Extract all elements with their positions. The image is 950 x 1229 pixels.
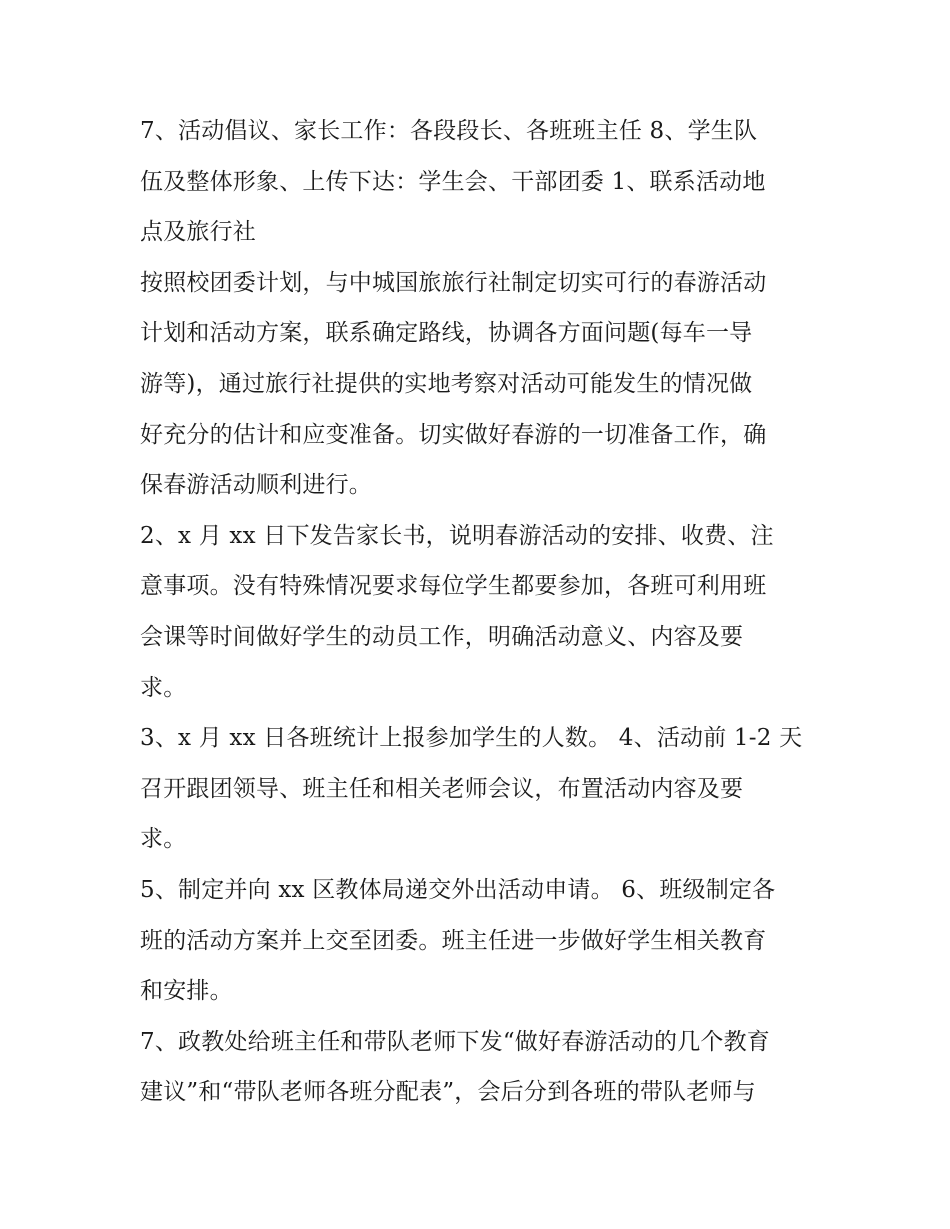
text-line: 会课等时间做好学生的动员工作，明确活动意义、内容及要 [140,623,744,650]
text-line: 2、x 月 xx 日下发告家长书，说明春游活动的安排、收费、注 [140,522,774,549]
paragraph-1 [140,106,820,258]
text-line: 求。 [140,674,187,701]
text-line: 7、政教处给班主任和带队老师下发“做好春游活动的几个教育 [140,1028,770,1055]
text-line: 好充分的估计和应变准备。切实做好春游的一切准备工作，确 [140,421,767,448]
text-line: 按照校团委计划，与中城国旅旅行社制定切实可行的春游活动 [140,269,767,296]
paragraph-6 [140,1017,820,1118]
text-line: 5、制定并向 xx 区教体局递交外出活动申请。 6、班级制定各 [140,876,776,903]
paragraph-5 [140,865,820,1017]
text-line: 召开跟团领导、班主任和相关老师会议，布置活动内容及要 [140,775,744,802]
text-line: 点及旅行社 [140,219,256,246]
text-line: 7、活动倡议、家长工作：各段段长、各班班主任 8、学生队 [140,118,758,144]
text-line: 伍及整体形象、上传下达：学生会、干部团委 1、联系活动地 [140,168,766,195]
text-line: 计划和活动方案，联系确定路线，协调各方面问题(每车一导 [140,320,753,347]
paragraph-3 [140,511,820,713]
text-line: 班的活动方案并上交至团委。班主任进一步做好学生相关教育 [140,927,767,954]
text-line: 和安排。 [140,978,233,1005]
text-line: 3、x 月 xx 日各班统计上报参加学生的人数。 4、活动前 1-2 天 [140,725,803,752]
text-line: 建议”和“带队老师各班分配表”，会后分到各班的带队老师与 [140,1079,756,1106]
text-line: 求。 [140,826,187,853]
text-line: 游等)，通过旅行社提供的实地考察对活动可能发生的情况做 [140,370,753,397]
document-body [140,106,820,1118]
text-line: 意事项。没有特殊情况要求每位学生都要参加，各班可利用班 [140,573,767,600]
text-line: 保春游活动顺利进行。 [140,472,372,499]
paragraph-2 [140,258,820,511]
paragraph-4 [140,713,820,865]
